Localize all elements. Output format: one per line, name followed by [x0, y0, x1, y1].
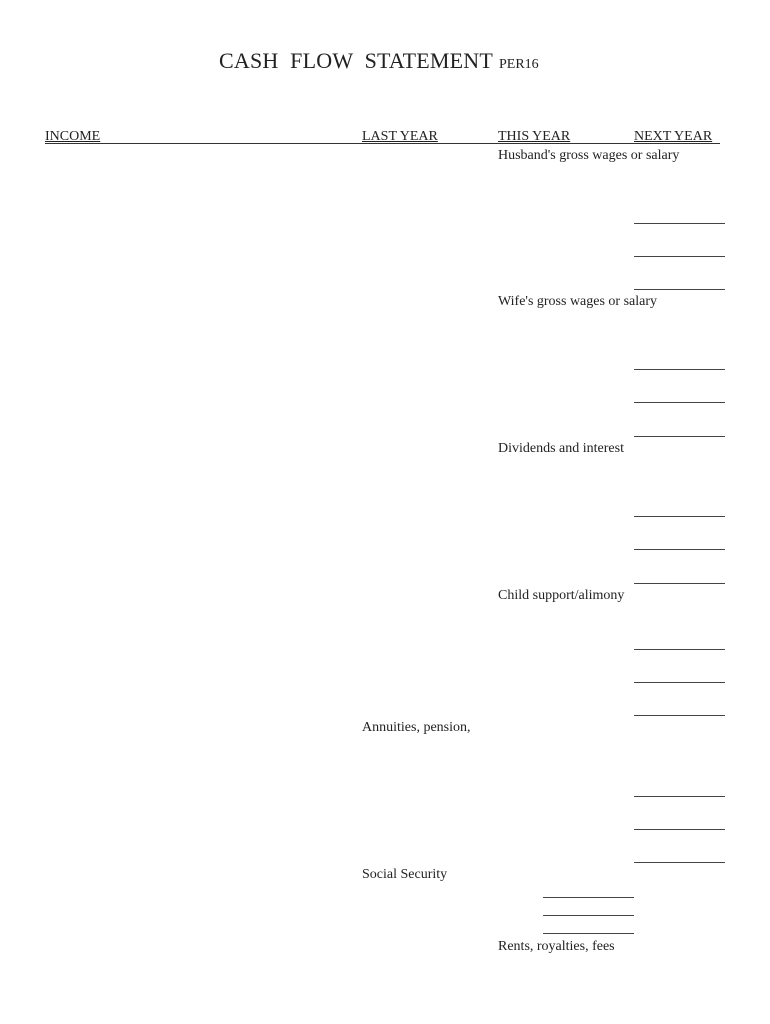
blank-line[interactable] [543, 933, 634, 934]
header-rule [45, 143, 720, 144]
item-husband-wages: Husband's gross wages or salary [498, 148, 680, 163]
item-child-support: Child support/alimony [498, 588, 625, 603]
blank-line[interactable] [543, 915, 634, 916]
header-next-year: NEXT YEAR [634, 129, 713, 144]
blank-line[interactable] [634, 796, 725, 797]
blank-line[interactable] [634, 369, 725, 370]
blank-line[interactable] [634, 223, 725, 224]
blank-line[interactable] [634, 402, 725, 403]
blank-line[interactable] [634, 436, 725, 437]
blank-line[interactable] [634, 256, 725, 257]
blank-line[interactable] [634, 829, 725, 830]
page-title [219, 48, 539, 74]
blank-line[interactable] [634, 583, 725, 584]
item-social-security: Social Security [362, 867, 448, 882]
blank-line[interactable] [634, 289, 725, 290]
blank-line[interactable] [634, 715, 725, 716]
blank-line[interactable] [634, 862, 725, 863]
header-last-year: LAST YEAR [362, 129, 438, 144]
blank-line[interactable] [543, 897, 634, 898]
item-dividends-interest: Dividends and interest [498, 441, 624, 456]
title-text: CASH FLOW STATEMENT [219, 48, 493, 73]
blank-line[interactable] [634, 682, 725, 683]
form-code: PER16 [498, 57, 539, 72]
item-annuities-pension: Annuities, pension, [362, 720, 471, 735]
header-this-year: THIS YEAR [498, 129, 571, 144]
item-rents-royalties: Rents, royalties, fees [498, 939, 615, 954]
item-wife-wages: Wife's gross wages or salary [498, 294, 658, 309]
blank-line[interactable] [634, 549, 725, 550]
blank-line[interactable] [634, 649, 725, 650]
blank-line[interactable] [634, 516, 725, 517]
header-income: INCOME [45, 129, 101, 144]
